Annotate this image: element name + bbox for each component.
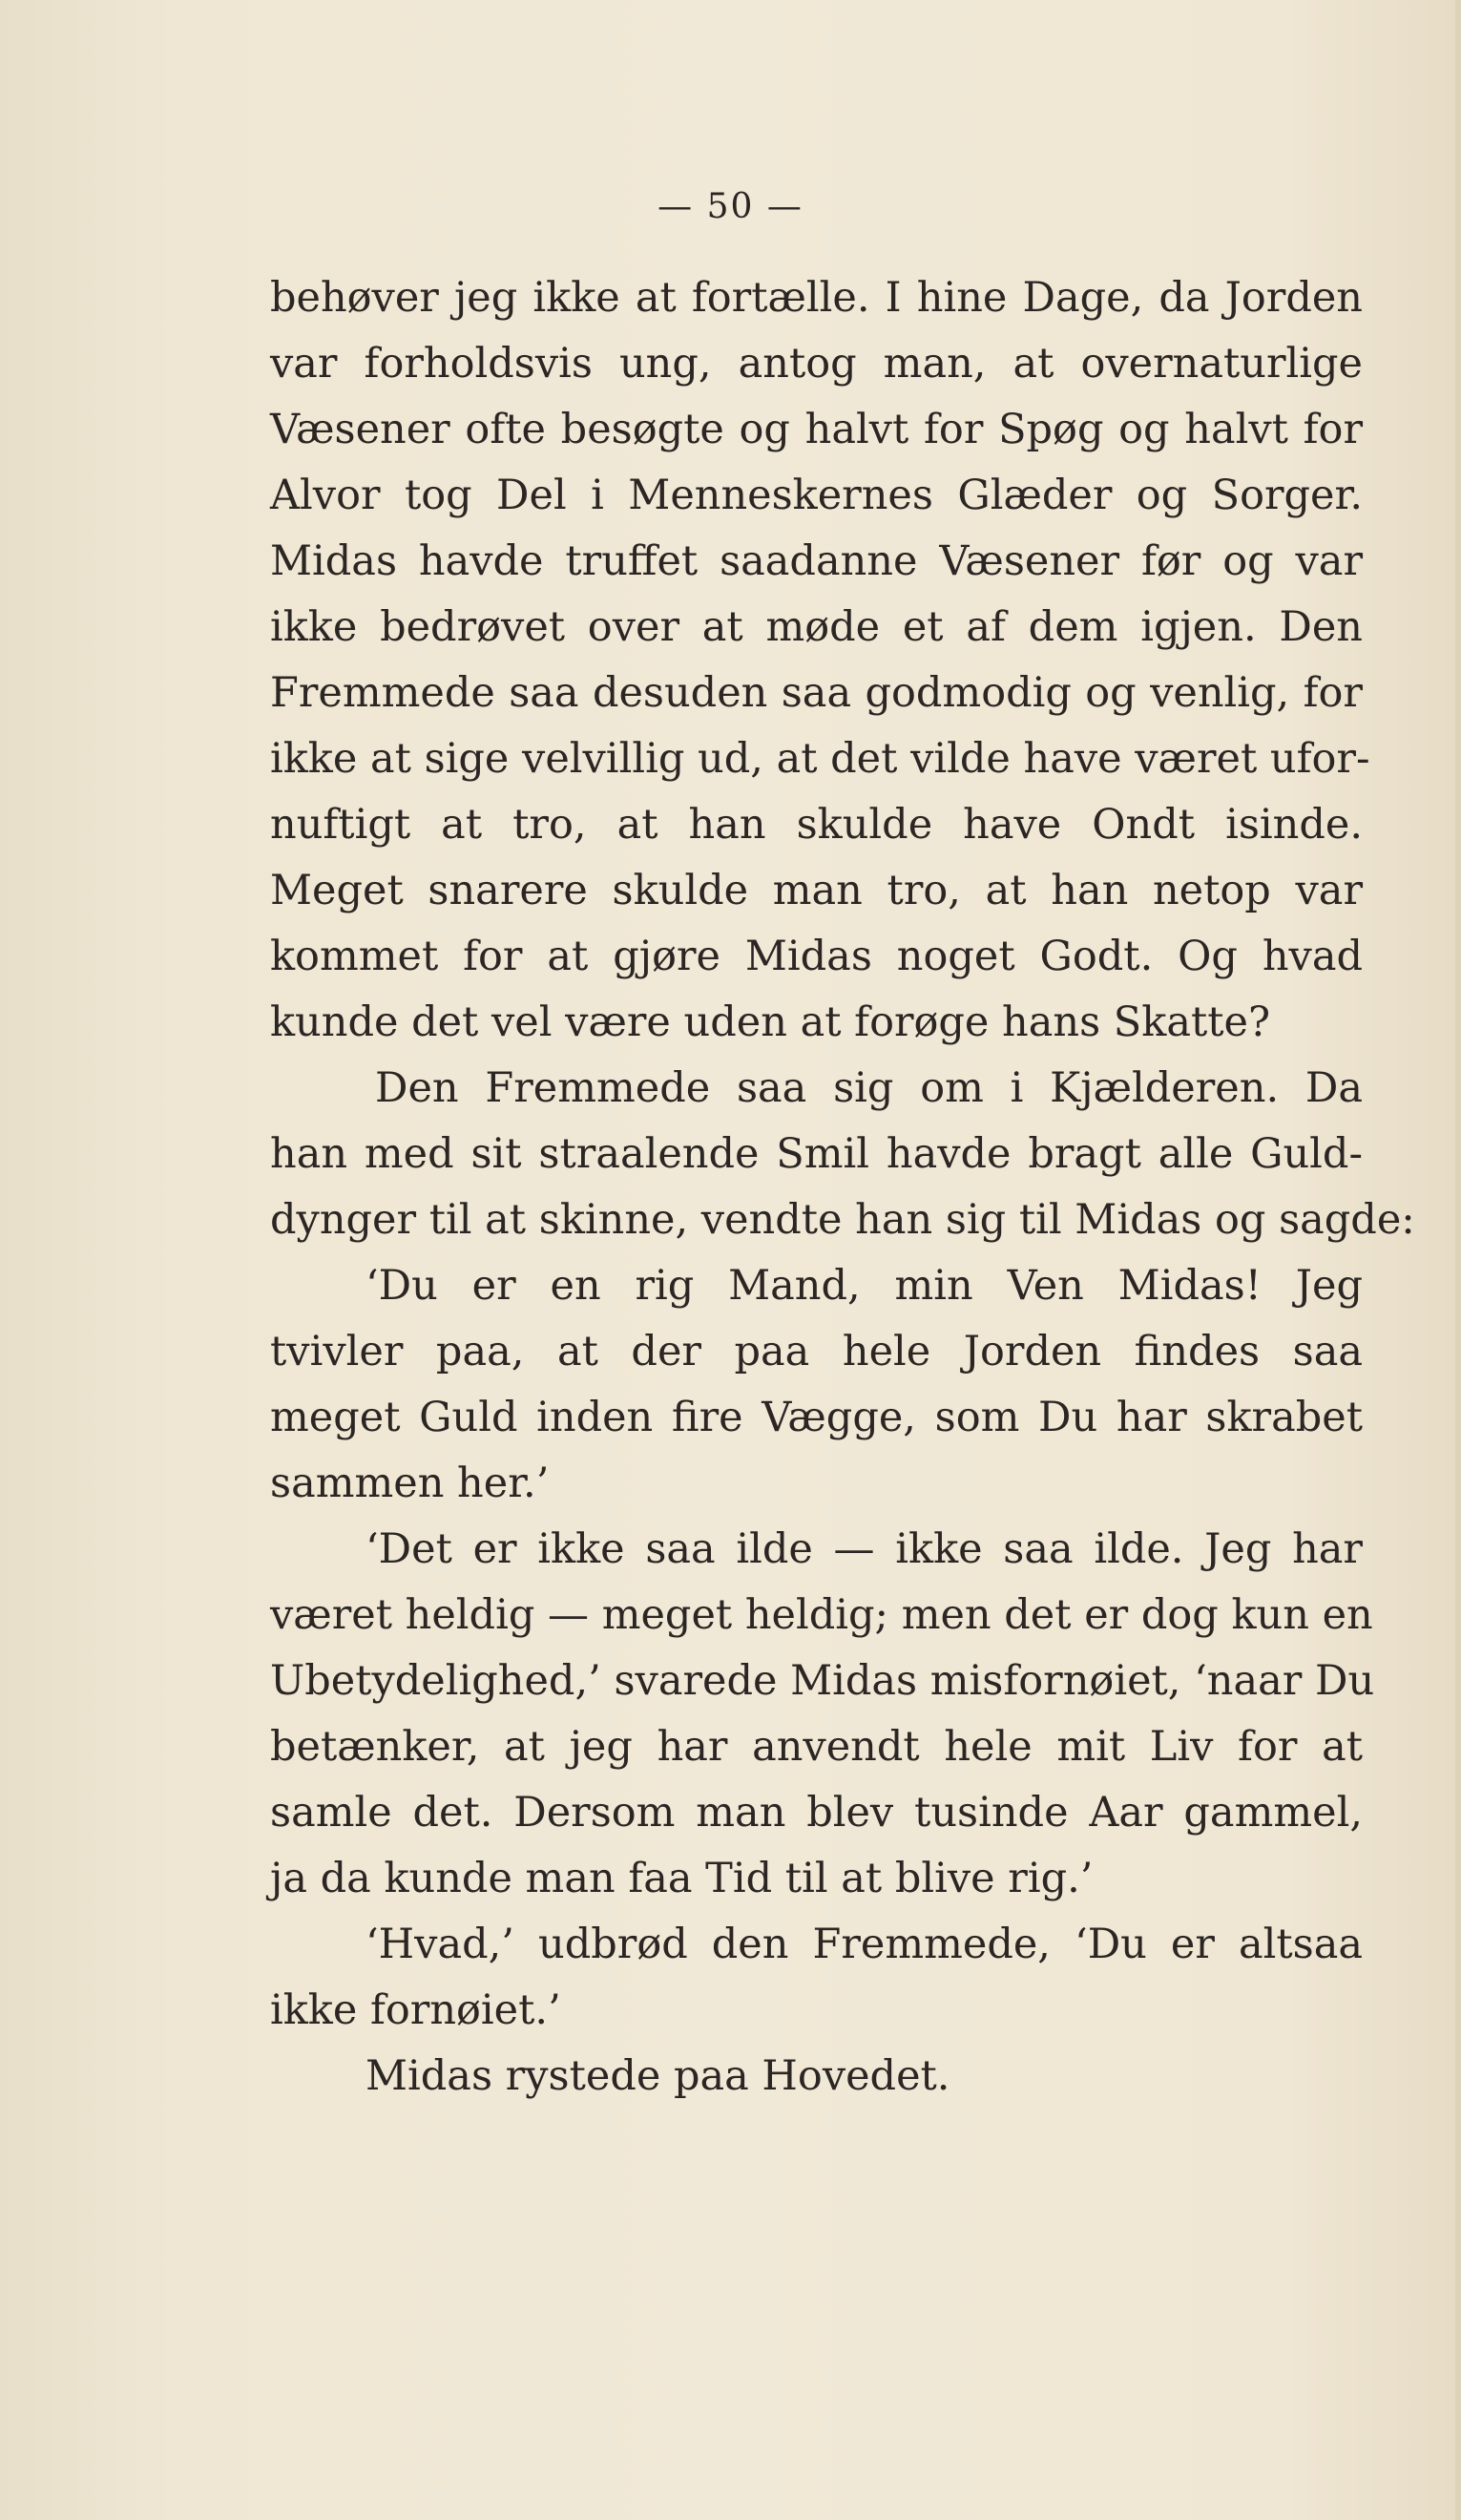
text-line: Fremmede saa desuden saa godmodig og venlig, for — [270, 669, 1363, 717]
text-line: behøver jeg ikke at fortælle. I hine Dage, da Jorden — [270, 274, 1363, 322]
text-line: dynger til at skinne, vendte han sig til Midas og sagde: — [270, 1196, 1415, 1244]
text-line: ‘Du er en rig Mand, min Ven Midas! Jeg — [365, 1262, 1363, 1310]
text-line: Meget snarere skulde man tro, at han netop var — [270, 867, 1363, 914]
text-line: Alvor tog Del i Menneskernes Glæder og Sorger. — [270, 472, 1363, 519]
text-line: ja da kunde man faa Tid til at blive rig.’ — [270, 1855, 1094, 1902]
text-line: han med sit straalende Smil havde bragt alle Guld- — [270, 1130, 1363, 1178]
text-line: været heldig — meget heldig; men det er dog kun en — [270, 1591, 1373, 1639]
text-line: ikke bedrøvet over at møde et af dem igjen. Den — [270, 603, 1363, 651]
body-text — [270, 265, 1415, 2110]
text-line: ‘Det er ikke saa ilde — ikke saa ilde. Jeg har — [365, 1525, 1363, 1573]
page-edge — [1455, 0, 1461, 2520]
text-line: ikke at sige velvillig ud, at det vilde have været ufor- — [270, 735, 1370, 783]
text-line: kunde det vel være uden at forøge hans Skatte? — [270, 998, 1271, 1046]
text-line: var forholdsvis ung, antog man, at overnaturlige — [270, 340, 1363, 388]
text-line: nuftigt at tro, at han skulde have Ondt isinde. — [270, 801, 1363, 849]
text-line: kommet for at gjøre Midas noget Godt. Og hvad — [270, 933, 1363, 980]
text-line: ikke fornøiet.’ — [270, 1986, 561, 2034]
text-line: Den Fremmede saa sig om i Kjælderen. Da — [375, 1064, 1363, 1112]
text-line: ‘Hvad,’ udbrød den Fremmede, ‘Du er altsaa — [365, 1921, 1363, 1968]
text-line: Ubetydelighed,’ svarede Midas misfornøiet, ‘naar Du — [270, 1657, 1375, 1705]
text-line: betænker, at jeg har anvendt hele mit Liv for at — [270, 1723, 1363, 1771]
text-line: tvivler paa, at der paa hele Jorden findes saa — [270, 1328, 1363, 1376]
text-line: meget Guld inden fire Vægge, som Du har skrabet — [270, 1394, 1363, 1441]
text-line: Midas havde truffet saadanne Væsener før og var — [270, 537, 1363, 585]
text-line: sammen her.’ — [270, 1460, 550, 1507]
text-line: samle det. Dersom man blev tusinde Aar gammel, — [270, 1789, 1363, 1837]
page-number: — 50 — — [657, 187, 804, 226]
text-line: Væsener ofte besøgte og halvt for Spøg og halvt for — [270, 406, 1363, 453]
text-line: Midas rystede paa Hovedet. — [365, 2052, 950, 2100]
